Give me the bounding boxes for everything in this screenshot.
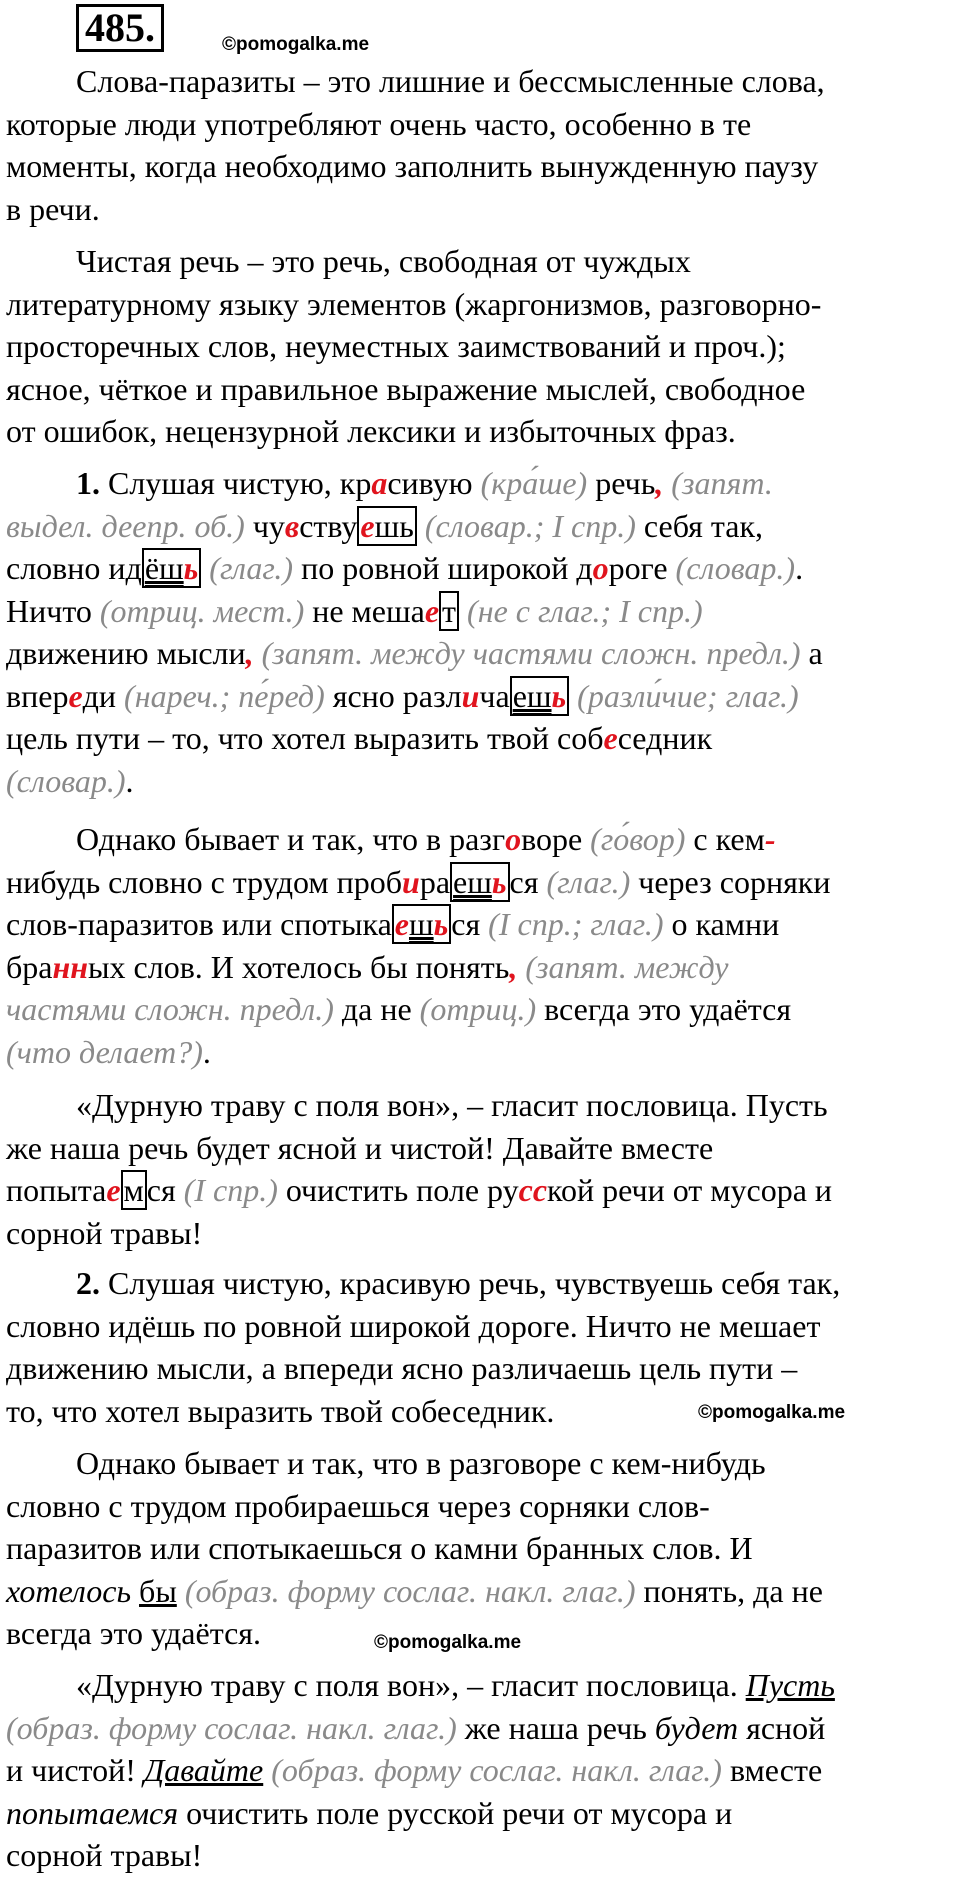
task2-paragraph-2: Однако бывает и так, что в разговоре с кем-нибудь словно с трудом пробираешься через сорняки слов- паразитов или спотыкаешься о камни бранных слов. И хотелось бы (образ. форму сослаг. накл. глаг.) понять, да не всегда это удаётся. <box>6 1445 823 1651</box>
task1-paragraph-2: Однако бывает и так, что в разговоре (го́вор) с кем- нибудь словно с трудом пробираешься (глаг.) через сорняки слов-паразитов или спотыкаешься (I спр.; глаг.) о камни бранных слов. И хотелось бы понять, (запят. между частями сложн. предл.) да не (отриц.) всегда это удаётся (что делает?). <box>6 821 831 1070</box>
exercise-number: 485. <box>76 4 164 52</box>
task1-paragraph-3: «Дурную траву с поля вон», – гласит пословица. Пусть же наша речь будет ясной и чистой! Давайте вместе попытаемся (I спр.) очистить поле русской речи от мусора и сорной травы! <box>6 1087 833 1251</box>
definition-slova-parazity: Слова-паразиты – это лишние и бессмысленные слова, которые люди употребляют очень часто, особенно в те моменты, когда необходимо заполнить вынужденную паузу в речи. <box>6 63 825 227</box>
definition-chistaya-rech: Чистая речь – это речь, свободная от чуждых литературному языку элементов (жаргонизмов, разговорно- просторечных слов, неуместных заимствований и проч.); ясное, чёткое и правильное выражение мыслей, свободное от ошибок, нецензурной лексики и избыточных фраз. <box>6 243 822 449</box>
watermark: ©pomogalka.me <box>374 1632 522 1653</box>
task2-marker: 2. <box>76 1265 100 1301</box>
watermark: ©pomogalka.me <box>698 1402 846 1423</box>
watermark: ©pomogalka.me <box>222 34 370 55</box>
task2-paragraph-3: «Дурную траву с поля вон», – гласит пословица. Пусть (образ. форму сослаг. накл. глаг.) же наша речь будет ясной и чистой! Давайте (образ. форму сослаг. накл. глаг.) вместе попытаемся очистить поле русской речи от мусора и сорной травы! <box>6 1667 835 1873</box>
task2-paragraph-1: 2. Слушая чистую, красивую речь, чувствуешь себя так, словно идёшь по ровной широкой дороге. Ничто не мешает движению мысли, а впереди ясно различаешь цель пути – то, что хотел выразить твой собеседник. <box>6 1265 841 1429</box>
task1-paragraph-1: 1. Слушая чистую, красивую (кра́ше) речь, (запят. выдел. деепр. об.) чувствуешь (словар.; I спр.) себя так, словно идёшь (глаг.) по ровной широкой дороге (словар.). Ничто (отриц. мест.) не мешaет (не с глаг.; I спр.) движению мысли, (запят. между частями сложн. предл.) а впереди (нареч.; пе́ред) ясно различаешь (разли́чие; глаг.) цель пути – то, что хотел выразить твой собеседник (словар.). <box>6 465 823 799</box>
task1-marker: 1. <box>76 465 100 501</box>
